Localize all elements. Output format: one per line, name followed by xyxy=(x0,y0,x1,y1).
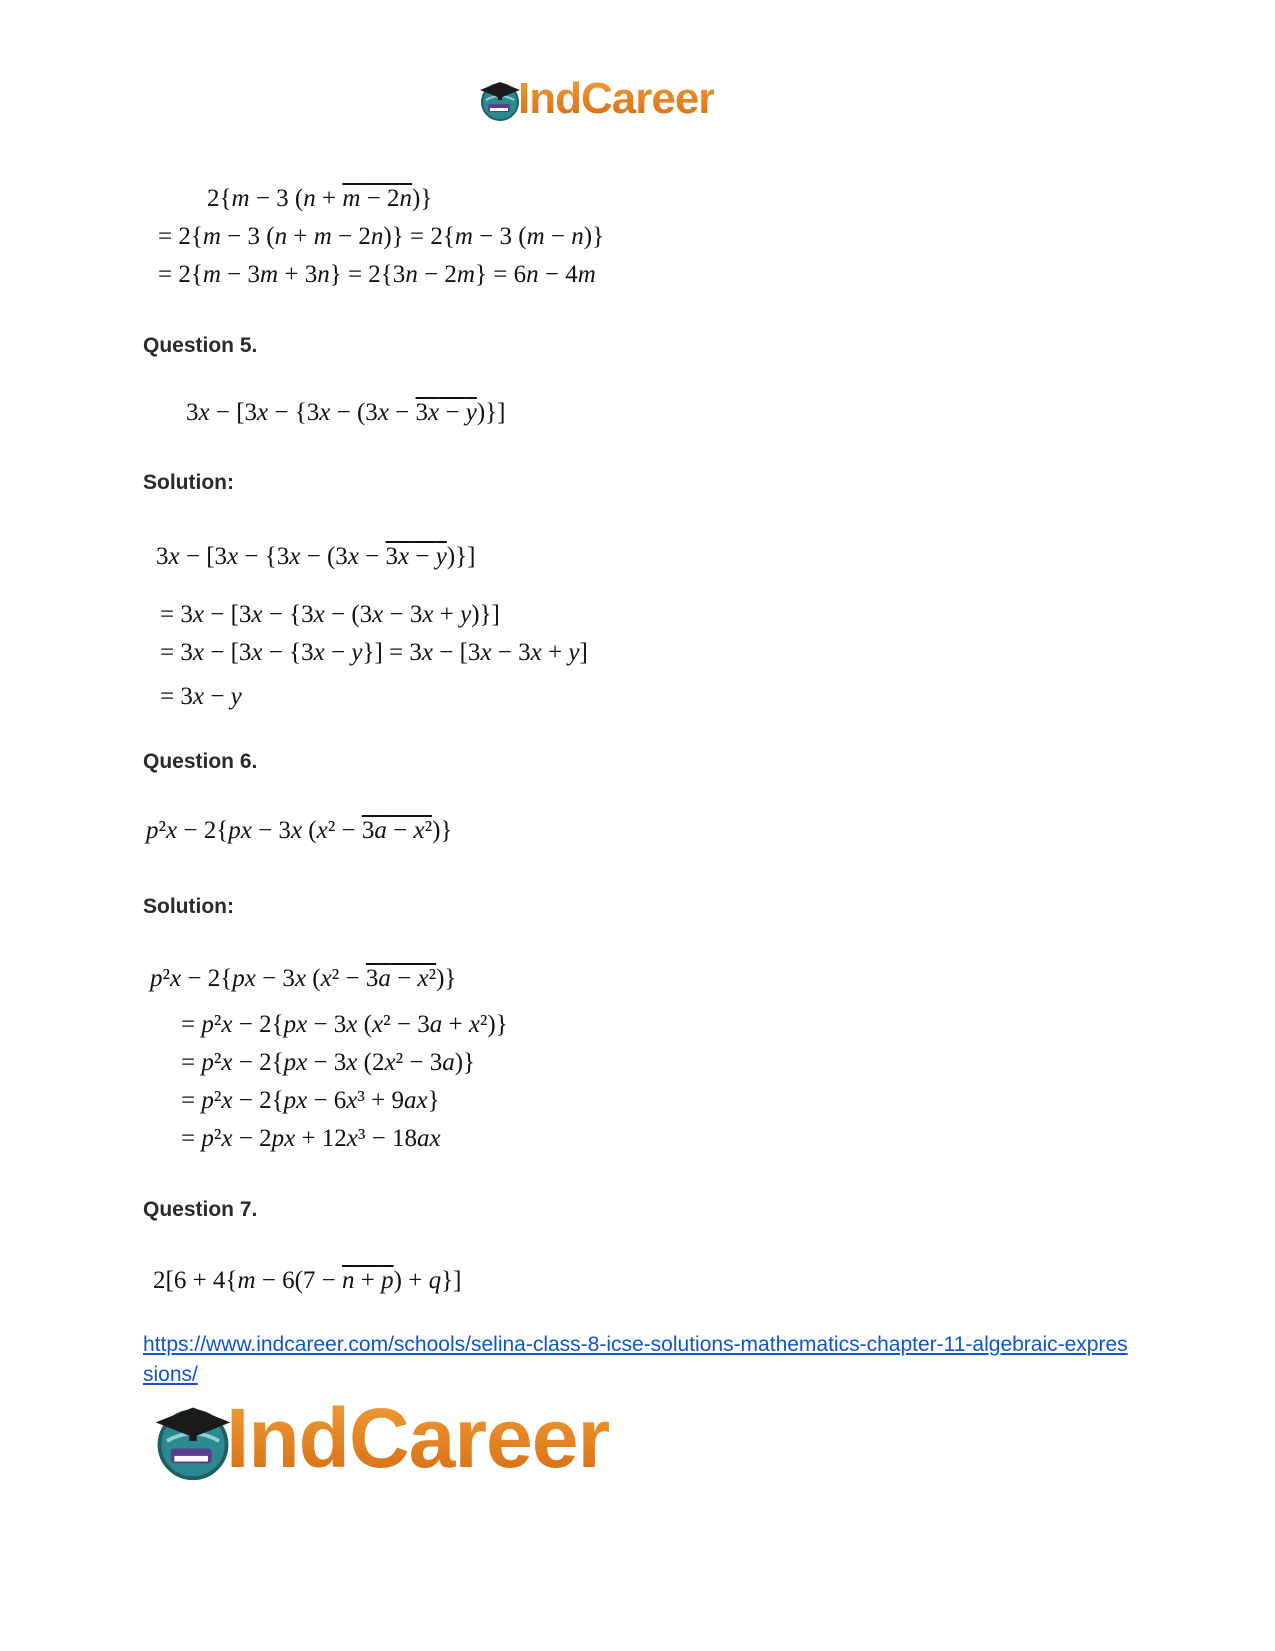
prev-solution-line-1: 2{m − 3 (n + m − 2n)} xyxy=(207,185,433,212)
question-5-solution-line-3: = 3x − [3x − {3x − y}] = 3x − [3x − 3x + y] xyxy=(160,639,588,666)
question-6-solution-line-2: = p²x − 2{px − 3x (x² − 3a + x²)} xyxy=(181,1011,508,1038)
graduation-cap-globe-icon xyxy=(152,1400,234,1482)
prev-solution-line-2: = 2{m − 3 (n + m − 2n)} = 2{m − 3 (m − n)} xyxy=(158,223,605,250)
prev-solution-line-3: = 2{m − 3m + 3n} = 2{3n − 2m} = 6n − 4m xyxy=(158,261,596,288)
question-6-heading: Question 6. xyxy=(143,750,258,773)
graduation-cap-globe-icon xyxy=(478,78,522,122)
question-6-solution-line-3: = p²x − 2{px − 3x (2x² − 3a)} xyxy=(181,1049,476,1076)
footer-logo xyxy=(152,1391,672,1486)
header-logo-text: IndCareer xyxy=(518,74,715,123)
question-6-expression: p²x − 2{px − 3x (x² − 3a − x²)} xyxy=(146,817,453,844)
question-6-solution-heading: Solution: xyxy=(143,895,234,918)
header-logo xyxy=(478,74,748,124)
footer-url-link[interactable]: https://www.indcareer.com/schools/selina-class-8-icse-solutions-mathematics-chapter-11-algebraic-expressions/ xyxy=(143,1333,1128,1386)
question-7-heading: Question 7. xyxy=(143,1198,258,1221)
question-6-solution-line-4: = p²x − 2{px − 6x³ + 9ax} xyxy=(181,1087,440,1114)
question-5-expression: 3x − [3x − {3x − (3x − 3x − y)}] xyxy=(186,399,506,426)
question-5-solution-line-1: 3x − [3x − {3x − (3x − 3x − y)}] xyxy=(156,543,476,570)
question-5-solution-line-2: = 3x − [3x − {3x − (3x − 3x + y)}] xyxy=(160,601,500,628)
question-6-solution-line-5: = p²x − 2px + 12x³ − 18ax xyxy=(181,1125,441,1152)
question-7-expression: 2[6 + 4{m − 6(7 − n + p) + q}] xyxy=(153,1267,462,1294)
footer-logo-text: IndCareer xyxy=(226,1391,610,1485)
question-5-heading: Question 5. xyxy=(143,334,258,357)
question-6-solution-line-1: p²x − 2{px − 3x (x² − 3a − x²)} xyxy=(150,965,457,992)
question-5-solution-heading: Solution: xyxy=(143,471,234,494)
question-5-solution-line-4: = 3x − y xyxy=(160,683,242,710)
